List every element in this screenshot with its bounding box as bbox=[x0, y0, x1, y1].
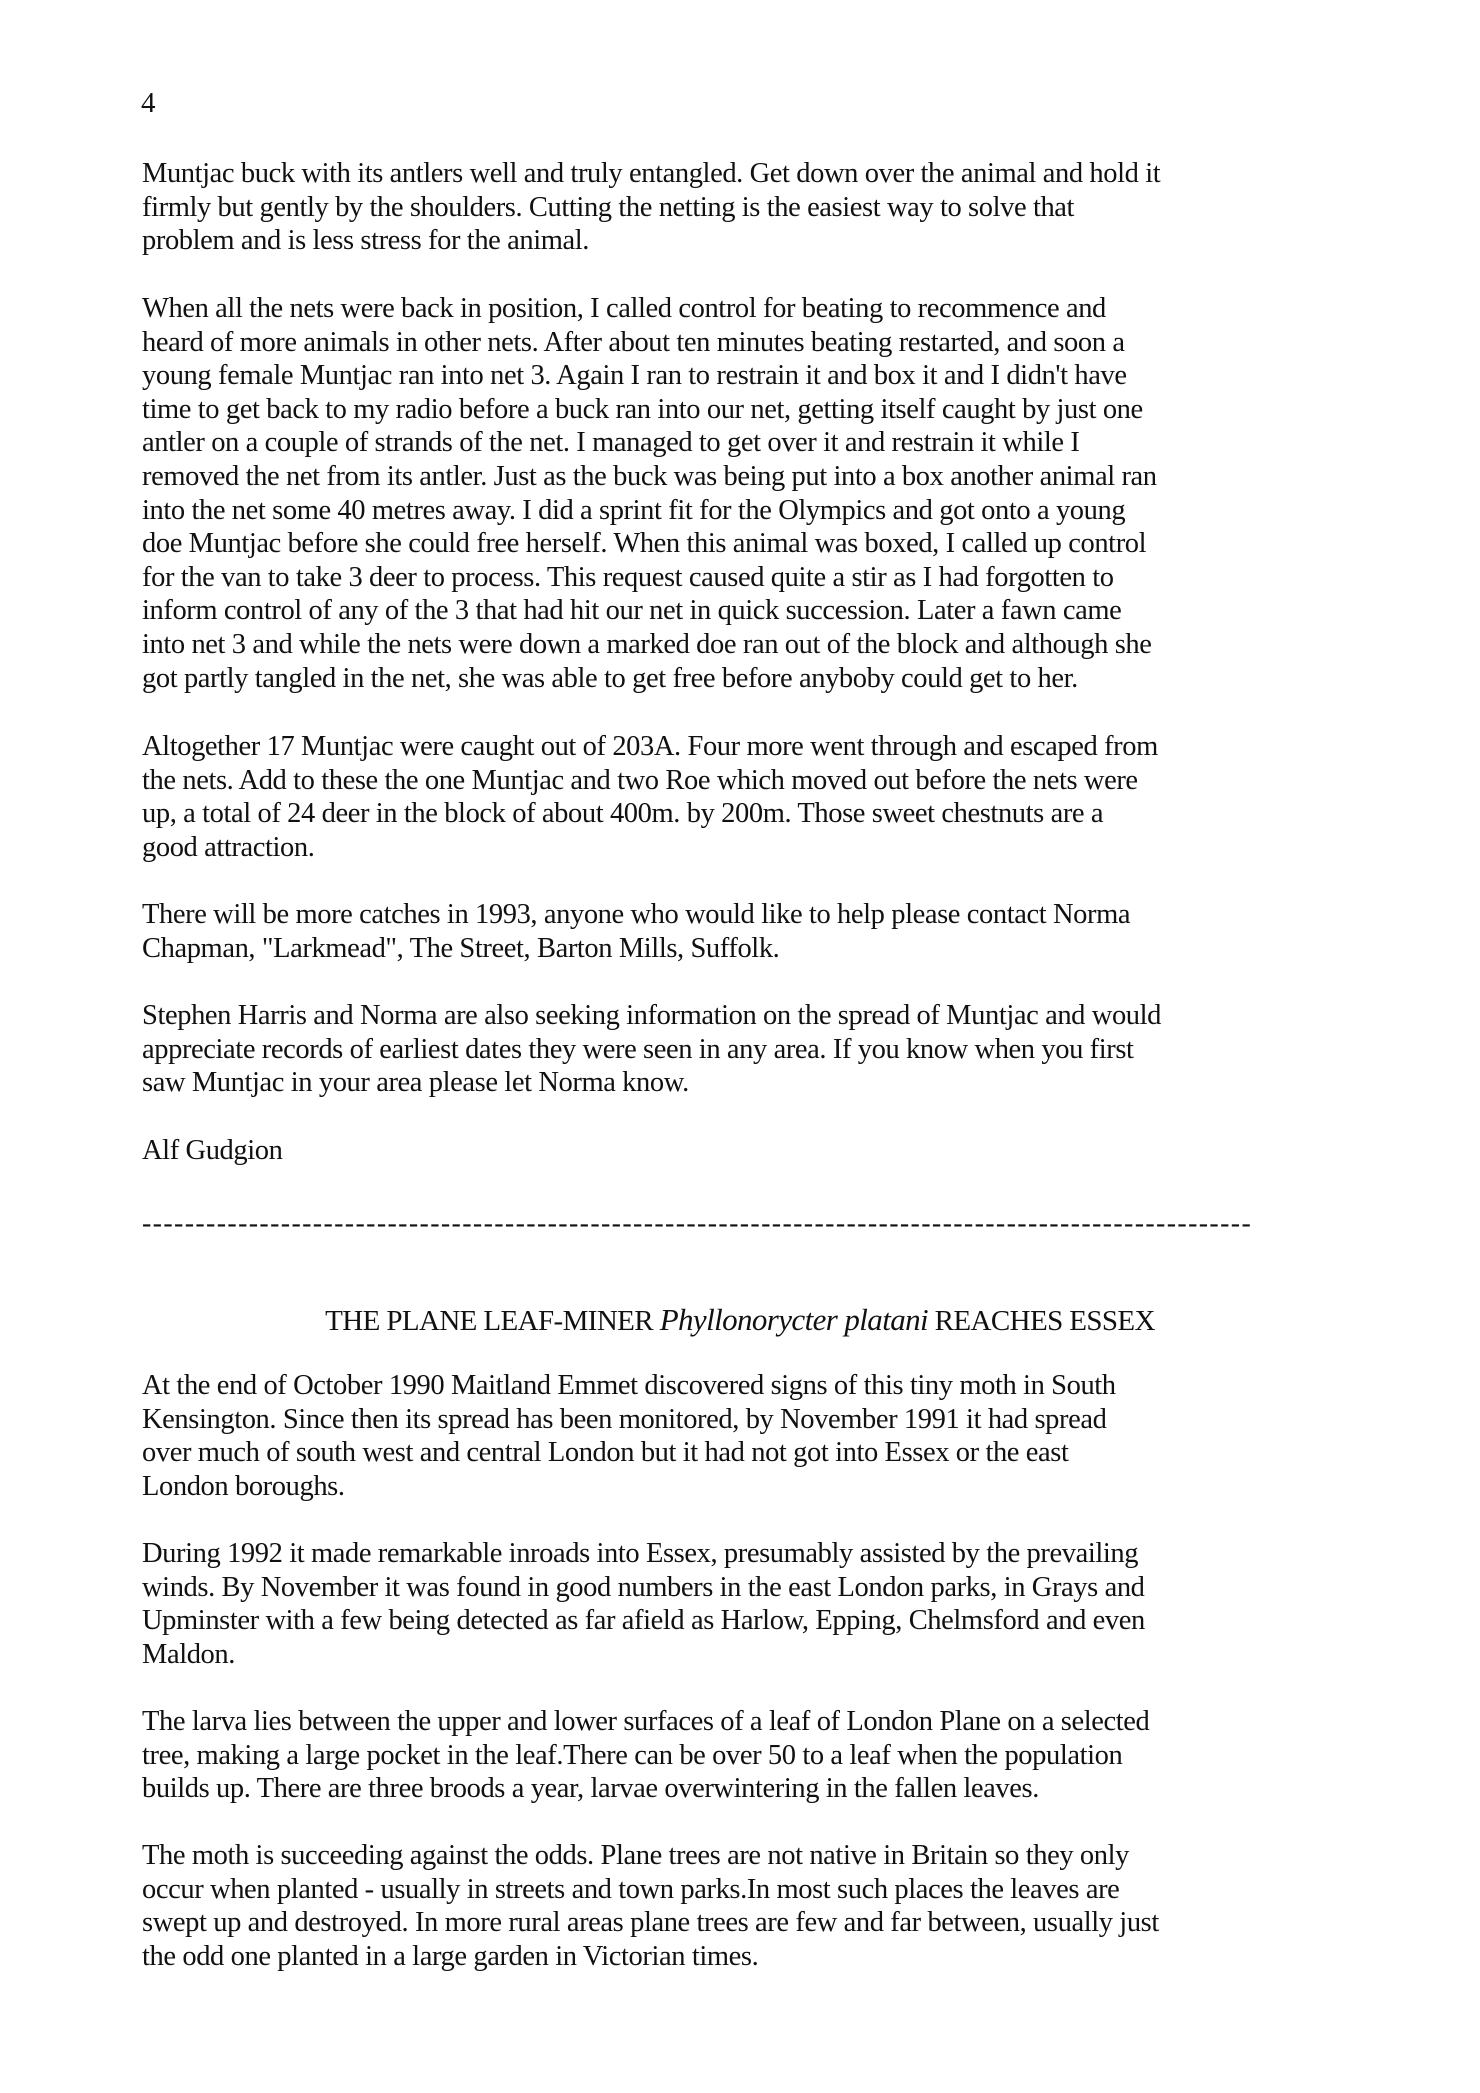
text-line: There will be more catches in 1993, anyone who would like to help please contact Norma bbox=[142, 899, 1131, 930]
text-line: problem and is less stress for the animal. bbox=[142, 225, 590, 257]
text-line: for the van to take 3 deer to process. This request caused quite a stir as I had forgotten to bbox=[142, 561, 1114, 593]
paragraph-catch-total bbox=[142, 730, 1332, 864]
text-line: appreciate records of earliest dates they were seen in any area. If you know when you first bbox=[142, 1033, 1134, 1065]
text-line: occur when planted - usually in streets and town parks.In most such places the leaves are bbox=[142, 1873, 1120, 1905]
paragraph-nets-restarted bbox=[142, 292, 1332, 695]
text-line: During 1992 it made remarkable inroads into Essex, presumably assisted by the prevailing bbox=[142, 1538, 1139, 1569]
author-name: Alf Gudgion bbox=[142, 1135, 283, 1166]
text-line: saw Muntjac in your area please let Norma know. bbox=[142, 1067, 689, 1099]
text-line: heard of more animals in other nets. After about ten minutes beating restarted, and soon a bbox=[142, 326, 1125, 358]
paragraph-odds bbox=[142, 1839, 1332, 1973]
text-line: winds. By November it was found in good numbers in the east London parks, in Grays and bbox=[142, 1571, 1145, 1603]
text-line: Altogether 17 Muntjac were caught out of 203A. Four more went through and escaped from bbox=[142, 731, 1158, 762]
section-divider: -------------------------------------------------------------------------------------------------------- bbox=[142, 1208, 1253, 1239]
heading-suffix: REACHES ESSEX bbox=[928, 1305, 1155, 1337]
text-line: builds up. There are three broods a year, larvae overwintering in the fallen leaves. bbox=[142, 1773, 1039, 1805]
text-line: Maldon. bbox=[142, 1638, 235, 1670]
paragraph-muntjac-spread bbox=[142, 999, 1332, 1100]
text-line: Stephen Harris and Norma are also seeking information on the spread of Muntjac and would bbox=[142, 1000, 1162, 1031]
text-line: Kensington. Since then its spread has been monitored, by November 1991 it had spread bbox=[142, 1403, 1107, 1435]
paragraph-future-catches bbox=[142, 898, 1332, 965]
text-line: into the net some 40 metres away. I did a sprint fit for the Olympics and got onto a young bbox=[142, 494, 1126, 526]
text-line: Muntjac buck with its antlers well and truly entangled. Get down over the animal and hold it bbox=[142, 158, 1161, 189]
text-line: doe Muntjac before she could free herself. When this animal was boxed, I called up control bbox=[142, 528, 1147, 560]
text-line: good attraction. bbox=[142, 831, 315, 863]
text-line: time to get back to my radio before a buck ran into our net, getting itself caught by just one bbox=[142, 393, 1143, 425]
text-line: The larva lies between the upper and lower surfaces of a leaf of London Plane on a selected bbox=[142, 1706, 1150, 1737]
text-line: When all the nets were back in position, I called control for beating to recommence and bbox=[142, 293, 1106, 324]
page-number: 4 bbox=[141, 87, 156, 119]
text-line: up, a total of 24 deer in the block of about 400m. by 200m. Those sweet chestnuts are a bbox=[142, 798, 1104, 830]
text-line: London boroughs. bbox=[142, 1470, 345, 1502]
text-line: Chapman, "Larkmead", The Street, Barton Mills, Suffolk. bbox=[142, 932, 780, 964]
text-line: the odd one planted in a large garden in Victorian times. bbox=[142, 1940, 759, 1972]
text-line: firmly but gently by the shoulders. Cutting the netting is the easiest way to solve that bbox=[142, 191, 1075, 223]
text-line: Upminster with a few being detected as far afield as Harlow, Epping, Chelmsford and even bbox=[142, 1605, 1145, 1637]
paragraph-essex-spread bbox=[142, 1537, 1332, 1671]
paragraph-muntjac-entangled bbox=[142, 157, 1332, 258]
article-heading bbox=[0, 1303, 1480, 1338]
text-line: over much of south west and central London but it had not got into Essex or the east bbox=[142, 1437, 1069, 1469]
author-signature bbox=[142, 1134, 1332, 1168]
heading-prefix: THE PLANE LEAF-MINER bbox=[325, 1305, 660, 1337]
text-line: tree, making a large pocket in the leaf.There can be over 50 to a leaf when the population bbox=[142, 1739, 1123, 1771]
text-line: young female Muntjac ran into net 3. Again I ran to restrain it and box it and I didn't have bbox=[142, 360, 1127, 392]
heading-scientific-name: Phyllonorycter platani bbox=[659, 1302, 929, 1337]
text-line: The moth is succeeding against the odds. Plane trees are not native in Britain so they only bbox=[142, 1840, 1129, 1871]
text-line: antler on a couple of strands of the net. I managed to get over it and restrain it while I bbox=[142, 427, 1080, 459]
text-line: got partly tangled in the net, she was able to get free before anyboby could get to her. bbox=[142, 662, 1078, 694]
text-line: removed the net from its antler. Just as the buck was being put into a box another animal ran bbox=[142, 460, 1157, 492]
text-line: into net 3 and while the nets were down a marked doe ran out of the block and although she bbox=[142, 628, 1152, 660]
text-line: the nets. Add to these the one Muntjac and two Roe which moved out before the nets were bbox=[142, 764, 1138, 796]
text-line: swept up and destroyed. In more rural areas plane trees are few and far between, usually just bbox=[142, 1907, 1159, 1939]
text-line: At the end of October 1990 Maitland Emmet discovered signs of this tiny moth in South bbox=[142, 1370, 1116, 1401]
paragraph-discovery bbox=[142, 1369, 1332, 1503]
text-line: inform control of any of the 3 that had hit our net in quick succession. Later a fawn came bbox=[142, 595, 1122, 627]
paragraph-larva bbox=[142, 1705, 1332, 1806]
